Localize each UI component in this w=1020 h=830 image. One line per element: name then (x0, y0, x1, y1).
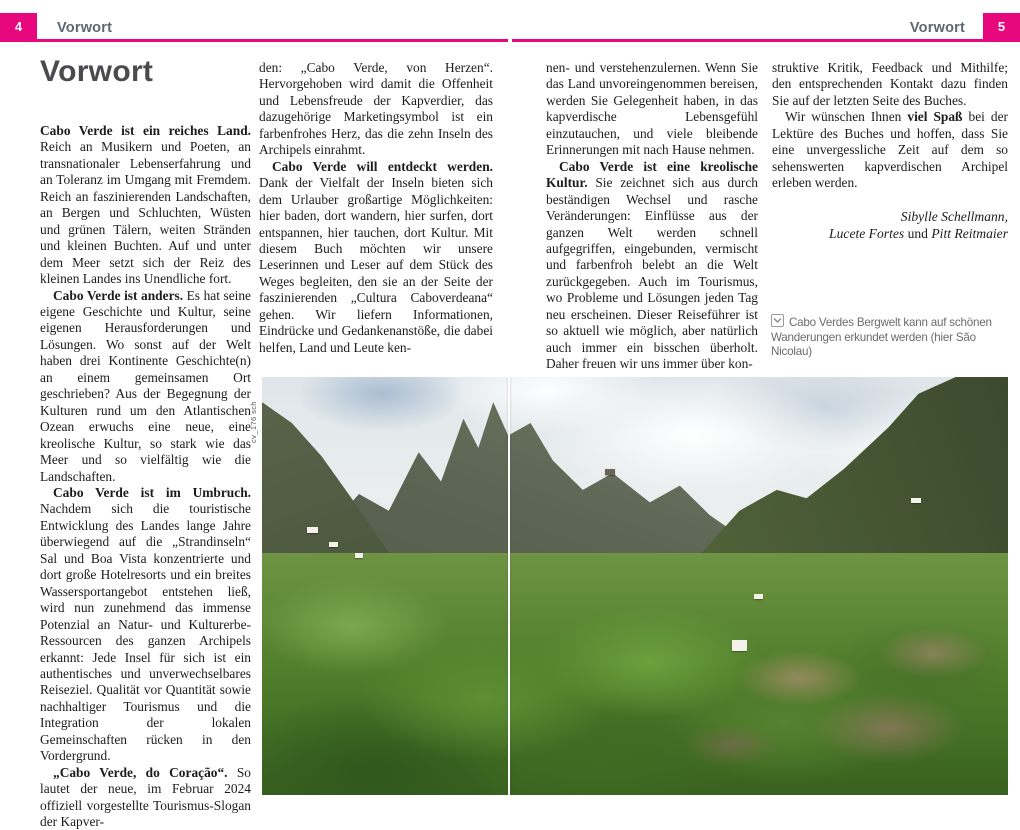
paragraph-text: struktive Kritik, Feedback und Mithilfe; den entsprechenden Kontakt dazu finden Sie auf der letzten Seite des Buches. (772, 60, 1008, 108)
page-number-right: 5 (983, 13, 1020, 40)
caption-text: Cabo Verdes Bergwelt kann auf schönen Wanderungen erkundet werden (hier São Nicolau) (771, 316, 992, 358)
photo-building (732, 640, 747, 651)
paragraph (40, 123, 251, 288)
paragraph-text: Reich an Musikern und Poeten, an transnationaler Lebenserfahrung und an Toleranz im Umgang mit Fremdem. Reich an faszinierenden Landschaften, an Bergen und Schluchten, Wüsten und grünen Tälern, weiten Stränden und kleinen Buchten. Auf und unter dem Meer setzt sich der Reiz des kleinen Landes ins Unendliche fort. (40, 139, 251, 287)
paragraph (40, 485, 251, 765)
paragraph-bold: viel Spaß (907, 109, 963, 125)
photo-house (307, 527, 318, 533)
author-name: Lucete Fortes (829, 225, 905, 241)
paragraph-lead: „Cabo Verde, do Coração“. (53, 764, 228, 780)
paragraph (259, 159, 493, 356)
paragraph-lead: Cabo Verde ist im Umbruch. (53, 484, 251, 500)
paragraph (546, 159, 758, 373)
photo-caption (771, 314, 1003, 360)
paragraph-text: Sie zeichnet sich aus durch beständigen Wechsel und rasche Veränderungen: Einflüsse aus der ganzen Welt werden schnell aufgegriffen, eingebunden, vermischt und farbenfroh belebt an die Welt zurückgegeben. Auch im Tourismus, wo Probleme und Lösungen jeden Tag neu erscheinen. Dieser Reiseführer ist so aktuell wie möglich, aber natürlich auch immer ein bisschen überholt. Daher freuen wir uns immer über kon- (546, 175, 758, 372)
paragraph-lead: Cabo Verde will entdeckt werden. (272, 158, 493, 174)
running-header-left: Vorwort (57, 20, 113, 36)
caption-chevron-down-icon (771, 314, 784, 327)
photo-house (754, 594, 763, 599)
paragraph-text: bei der Lektüre des Buches und hoffen, dass Sie eine unvergessliche Zeit auf dem so sehenswerten kapverdischen Archipel erleben werden. (772, 109, 1009, 191)
paragraph-text: Dank der Vielfalt der Inseln bieten sich dem Urlauber großartige Möglichkeiten: hier baden, dort wandern, hier surfen, dort entspannen, hier tauchen, dort Kultur. Mit diesem Buch möchten wir unsere Leserinnen und Leser auf dem Stück des Weges begleiten, den sie an der Seite der faszinierenden „Cultura Caboverdeana“ gehen. Wir liefern Informationen, Eindrücke und Gedankenanstöße, die dabei helfen, Land und Leute ken- (259, 175, 493, 355)
photo-terraces (262, 377, 1008, 795)
author-signature (772, 208, 1008, 242)
paragraph (40, 765, 251, 830)
paragraph-lead: Cabo Verde ist eine kreolische Kultur. (546, 158, 758, 191)
landscape-photo (262, 377, 1008, 795)
paragraph-text: Es hat seine eigene Geschichte und Kultur, seine eigenen Herausforderungen und Lösungen. Wo sonst auf der Welt haben drei Kontinente Geschichte(n) an einem gemeinsamen Ort geschrieben? Aus der Begegnung der Kulturen rund um den Atlantischen Ozean erwuchs eine neue, eine kreolische Kultur, so stark wie das Meer und so vielfältig wie die Landschaften. (40, 287, 252, 484)
paragraph-text: So lautet der neue, im Februar 2024 offiziell vorgestellte Tourismus-Slogan der Kapver- (40, 764, 251, 830)
text-column-1 (40, 123, 251, 830)
paragraph-text: nen- und verstehenzulernen. Wenn Sie das Land unvoreingenommen bereisen, werden Sie Gelegenheit haben, in das kapverdische Lebensgefühl einzutauchen, und viele bleibende Erinnerungen mit nach Hause nehmen. (546, 60, 758, 158)
photo-ruin (605, 469, 615, 475)
page-number-left: 4 (0, 13, 37, 40)
paragraph-text: Nachdem sich die touristische Entwicklung des Landes lange Jahre überwiegend auf die „Strandinseln“ Sal und Boa Vista konzentrierte und dort große Hotelresorts und ein breites Wassersportangebot entstehen ließ, wird nun zunehmend das immense Potenzial an Natur- und Kulturerbe-Ressourcen des ganzen Archipels erkannt: Jede Insel für sich ist ein authentisches und unverwechselbares Reiseziel. Qualität vor Quantität sowie nachhaltiger Tourismus und die Integration der lokalen Gemeinschaften rücken in den Vordergrund. (40, 501, 251, 764)
paragraph (546, 60, 758, 159)
text-column-4 (772, 60, 1008, 242)
author-name: Pitt Reitmaier (931, 225, 1008, 241)
photo-house (911, 498, 921, 503)
header-rule-right (512, 39, 1020, 42)
author-name: Sibylle Schellmann, (900, 208, 1008, 224)
photo-credit: cv_176 sch (249, 401, 258, 443)
paragraph (772, 60, 1008, 109)
paragraph (259, 60, 493, 159)
paragraph-text: Wir wünschen Ihnen (785, 109, 908, 125)
paragraph (40, 288, 251, 485)
text-column-3 (546, 60, 758, 373)
signature-conjunction: und (904, 225, 932, 241)
page-title: Vorwort (40, 55, 154, 88)
running-header-right: Vorwort (909, 20, 965, 36)
paragraph-lead: Cabo Verde ist anders. (53, 287, 184, 303)
photo-house (355, 553, 363, 558)
paragraph-lead: Cabo Verde ist ein reiches Land. (40, 123, 251, 138)
photo-house (329, 542, 338, 547)
text-column-2 (259, 60, 493, 356)
paragraph-text: den: „Cabo Verde, von Herzen“. Hervorgehoben wird damit die Offenheit und Lebensfreude der Kapverdier, das dazugehörige Marketingsymbol ist ein farbenfrohes Herz, das die zehn Inseln des Archipels einrahmt. (259, 60, 493, 158)
book-gutter-line (508, 377, 510, 795)
paragraph (772, 109, 1008, 191)
header-rule-left (0, 39, 508, 42)
